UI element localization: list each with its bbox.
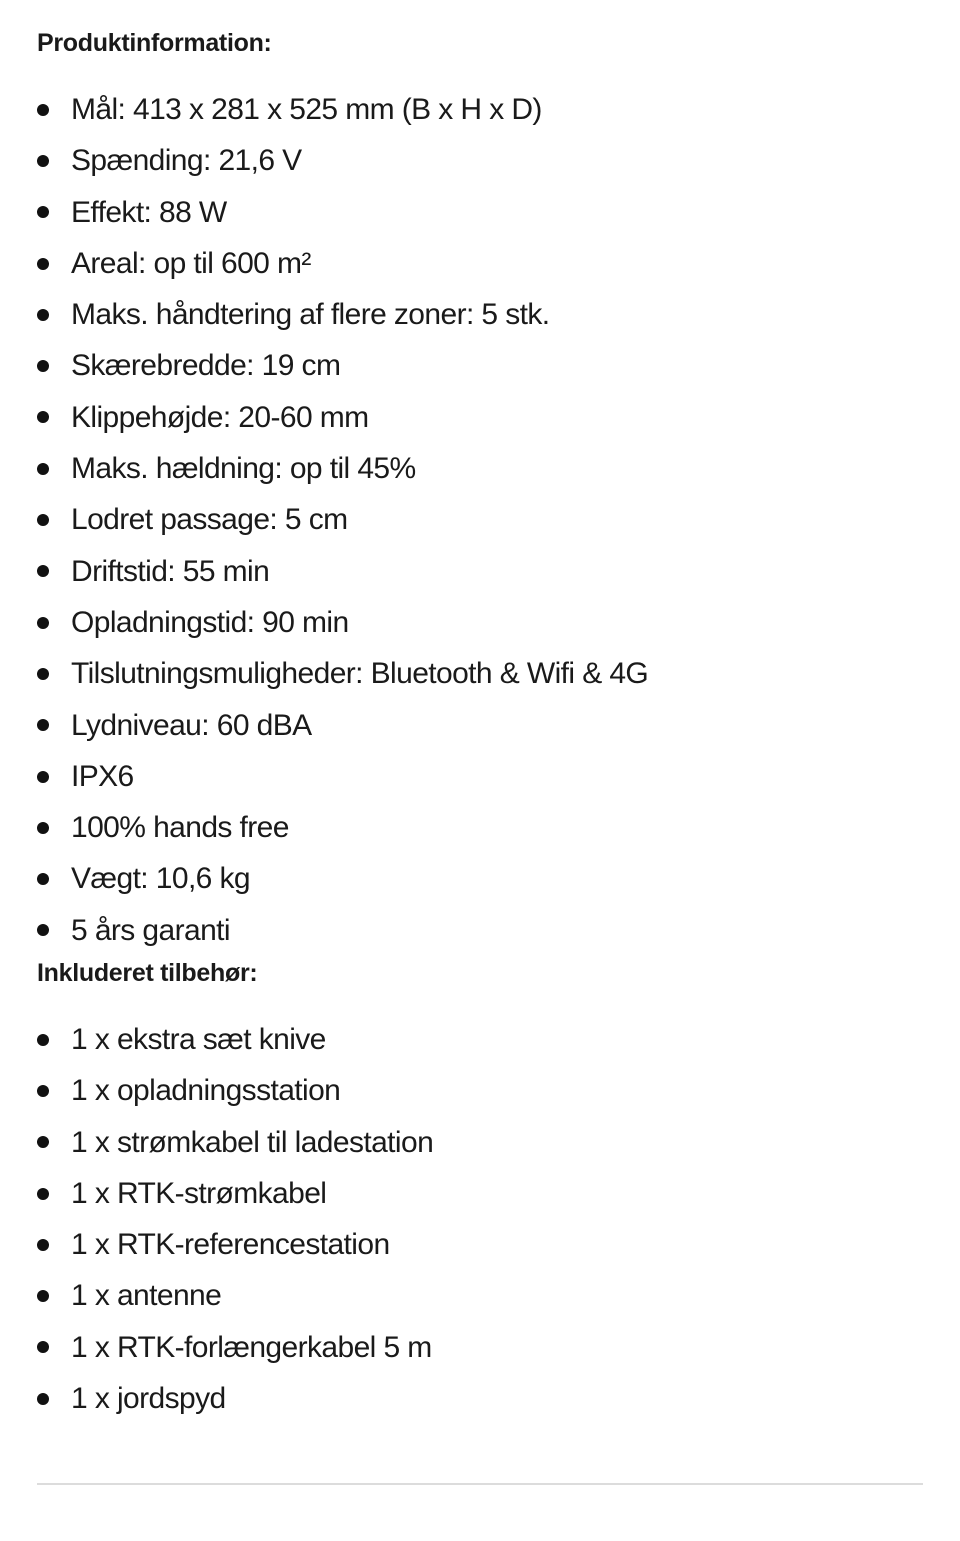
bullet-icon bbox=[37, 206, 49, 218]
bullet-icon bbox=[37, 565, 49, 577]
bullet-icon bbox=[37, 617, 49, 629]
bullet-icon bbox=[37, 1136, 49, 1148]
bullet-icon bbox=[37, 1393, 49, 1405]
bullet-icon bbox=[37, 463, 49, 475]
product-info-heading: Produktinformation: bbox=[37, 29, 272, 57]
bullet-icon bbox=[37, 873, 49, 885]
bullet-icon bbox=[37, 1034, 49, 1046]
bullet-icon bbox=[37, 1290, 49, 1302]
bullet-icon bbox=[37, 514, 49, 526]
bullet-icon bbox=[37, 258, 49, 270]
bullet-icon bbox=[37, 771, 49, 783]
bullet-icon bbox=[37, 719, 49, 731]
bullet-icon bbox=[37, 411, 49, 423]
bullet-icon bbox=[37, 668, 49, 680]
bullet-icon bbox=[37, 924, 49, 936]
bullet-icon bbox=[37, 104, 49, 116]
bullet-icon bbox=[37, 360, 49, 372]
bullet-icon bbox=[37, 1239, 49, 1251]
bullet-icon bbox=[37, 1085, 49, 1097]
section-divider bbox=[37, 1483, 923, 1485]
bullet-icon bbox=[37, 1188, 49, 1200]
bullet-icon bbox=[37, 822, 49, 834]
bullet-icon bbox=[37, 1341, 49, 1353]
included-accessories-heading: Inkluderet tilbehør: bbox=[37, 959, 258, 987]
bullet-icon bbox=[37, 155, 49, 167]
bullet-icon bbox=[37, 309, 49, 321]
